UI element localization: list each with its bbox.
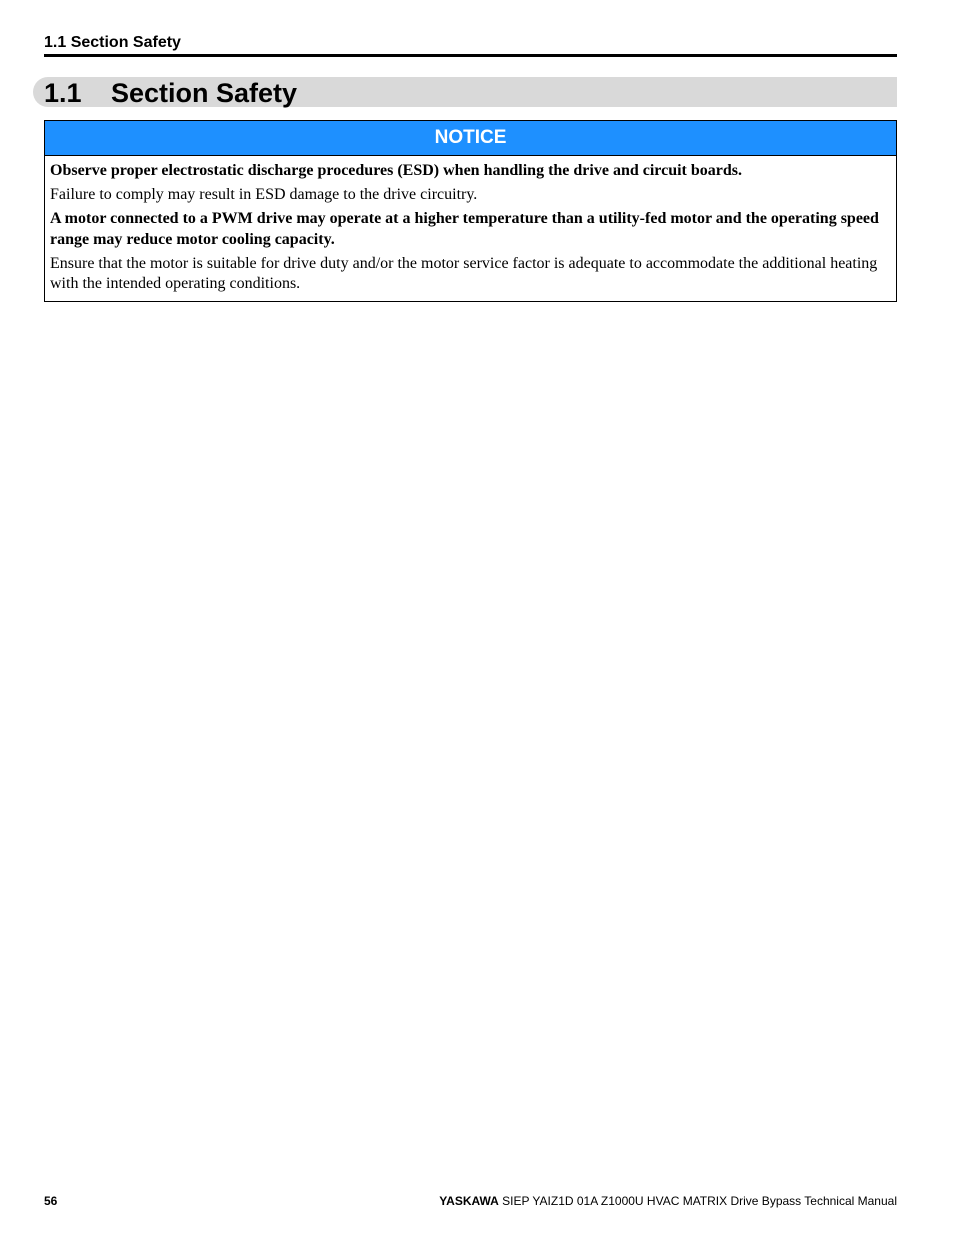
footer-manual-title: SIEP YAIZ1D 01A Z1000U HVAC MATRIX Drive Bypass Technical Manual bbox=[498, 1194, 897, 1208]
section-title: Section Safety bbox=[111, 78, 298, 108]
notice-item-1-bold: Observe proper electrostatic discharge procedures (ESD) when handling the drive and circuit boards. bbox=[50, 162, 742, 179]
notice-body bbox=[45, 156, 896, 301]
notice-item-2-bold: A motor connected to a PWM drive may operate at a higher temperature than a utility-fed motor and the operating speed range may reduce motor cooling capacity. bbox=[50, 210, 879, 248]
running-header: 1.1 Section Safety bbox=[44, 34, 181, 51]
section-number: 1.1 bbox=[44, 78, 82, 108]
notice-box bbox=[44, 120, 897, 302]
notice-item-1-text: Failure to comply may result in ESD damage to the drive circuitry. bbox=[50, 186, 478, 203]
footer-title bbox=[439, 1193, 897, 1209]
footer-brand: YASKAWA bbox=[439, 1194, 499, 1208]
notice-item-2-text: Ensure that the motor is suitable for drive duty and/or the motor service factor is adequate to accommodate the additional heating with the intended operating conditions. bbox=[50, 254, 878, 292]
header-rule bbox=[44, 54, 897, 57]
section-heading bbox=[44, 76, 297, 110]
notice-label: NOTICE bbox=[45, 121, 896, 156]
page-number: 56 bbox=[44, 1194, 58, 1208]
